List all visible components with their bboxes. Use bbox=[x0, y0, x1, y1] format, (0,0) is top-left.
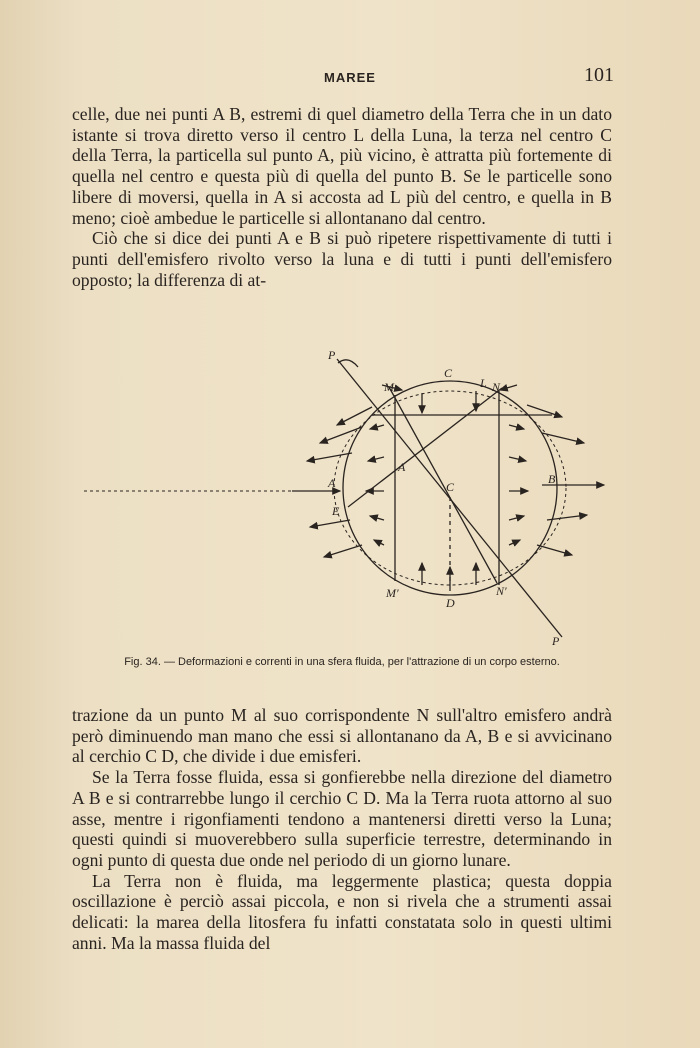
caption-text: — Deformazioni e correnti in una sfera fluida, per l'attrazione di un corpo esterno. bbox=[163, 656, 560, 668]
label-center-c: C bbox=[446, 480, 455, 494]
paragraph: Se la Terra fosse fluida, essa si gonfierebbe nella direzione del diametro A B e si contrarrebbe lungo il cerchio C D. Ma la Terra ruota attorno al suo asse, mentre i rigonfiamenti tendono a mantenersi diretti verso la Luna; questi quindi si muoverebbero sulla superficie terrestre, determinando in ogni punto di questa due onde nel periodo di un giorno lunare. bbox=[72, 767, 612, 870]
text-block-top bbox=[72, 104, 612, 290]
figure-diagram bbox=[72, 345, 612, 650]
paragraph: trazione da un punto M al suo corrispondente N sull'altro emisfero andrà però diminuendo man mano che essi si allontanano da A, B e si avvicinano al cerchio C D, che divide i due emisferi. bbox=[72, 705, 612, 767]
label-p-bottom: P bbox=[552, 634, 560, 648]
text-block-bottom bbox=[72, 705, 612, 953]
sphere-deformation-diagram bbox=[72, 345, 612, 650]
label-n-top: N bbox=[492, 380, 501, 394]
label-l: L bbox=[480, 376, 487, 390]
label-b: B bbox=[548, 472, 556, 486]
page-number: 101 bbox=[584, 64, 614, 86]
label-a-inner: A bbox=[398, 460, 406, 474]
figure-caption bbox=[72, 655, 612, 669]
running-header: MAREE bbox=[324, 70, 376, 85]
caption-label: Fig. 34. bbox=[124, 656, 161, 668]
label-p-top: P bbox=[328, 348, 336, 362]
label-c-top: C bbox=[444, 366, 453, 380]
label-e: E bbox=[332, 504, 340, 518]
label-n-bottom: N' bbox=[496, 584, 507, 598]
paragraph: Ciò che si dice dei punti A e B si può ripetere rispettivamente di tutti i punti dell'emisfero rivolto verso la luna e di tutti i punti dell'emisfero opposto; la differenza di at- bbox=[72, 228, 612, 290]
label-m-top: M bbox=[384, 380, 394, 394]
label-d: D bbox=[446, 596, 455, 610]
paragraph: La Terra non è fluida, ma leggermente plastica; questa doppia oscillazione è perciò assai piccola, e non si rivela che a strumenti assai delicati: la marea della litosfera fu infatti constatata solo in questi ultimi anni. Ma la massa fluida del bbox=[72, 870, 612, 953]
label-a-left: A bbox=[328, 476, 336, 490]
paragraph: celle, due nei punti A B, estremi di quel diametro della Terra che in un dato istante si trova diretto verso il centro L della Luna, la terza nel centro C della Terra, la particella sul punto A, più vicino, è attratta più fortemente di quella nel centro e questa più di quella del punto B. Se le particelle sono libere di moversi, quella in A si accosta ad L più del centro, e quella in B meno; cioè ambedue le particelle si allontanano dal centro. bbox=[72, 104, 612, 228]
label-m-bottom: M' bbox=[386, 586, 399, 600]
